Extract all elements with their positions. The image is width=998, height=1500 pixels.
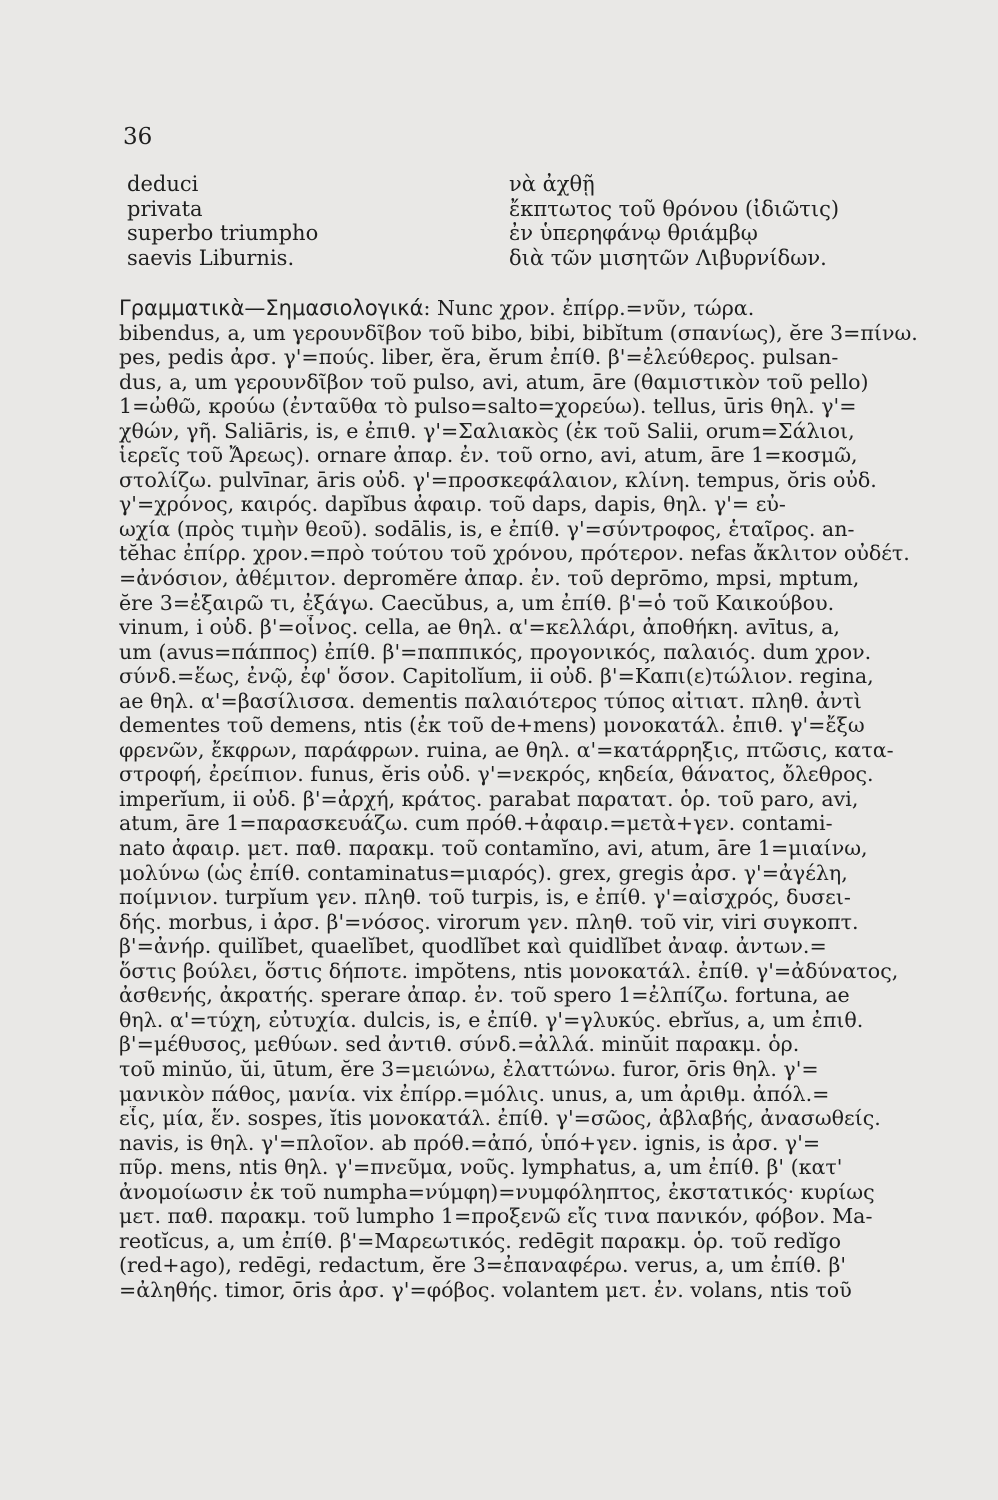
notes-line: =ἀνόσιον, ἀθέμιτον. depromĕre ἀπαρ. ἐν. τοῦ deprōmo, mpsi, mptum, bbox=[119, 566, 860, 591]
notes-first-line bbox=[119, 296, 969, 321]
notes-line: pes, pedis ἀρσ. γ'=πούς. liber, ĕra, ĕrum ἐπίθ. β'=ἐλεύθερος. pulsan- bbox=[119, 345, 839, 370]
notes-line: στολίζω. pulvīnar, āris οὐδ. γ'=προσκεφάλαιον, κλίνη. tempus, ŏris οὐδ. bbox=[119, 467, 877, 492]
notes-line: ĕre 3=ἐξαιρῶ τι, ἐξάγω. Caecŭbus, a, um ἐπίθ. β'=ὁ τοῦ Καικούβου. bbox=[119, 590, 835, 615]
notes-line: dementes τοῦ demens, ntis (ἐκ τοῦ de+mens) μονοκατάλ. ἐπιθ. γ'=ἔξω bbox=[119, 713, 865, 738]
page-number: 36 bbox=[123, 124, 153, 150]
notes-line: ποίμνιον. turpĭum γεν. πληθ. τοῦ turpis, is, e ἐπίθ. γ'=αἰσχρός, δυσει- bbox=[119, 885, 851, 910]
notes-line: um (avus=πάππος) ἐπίθ. β'=παππικός, προγονικός, παλαιός. dum χρον. bbox=[119, 639, 872, 664]
notes-first-line-text: : Nunc χρον. ἐπίρρ.=νῦν, τώρα. bbox=[423, 296, 755, 320]
notes-line: bibendus, a, um γερουνδῖβον τοῦ bibo, bibi, bibĭtum (σπανίως), ĕre 3=πίνω. bbox=[119, 320, 918, 345]
notes-line: navis, is θηλ. γ'=πλοῖον. ab πρόθ.=ἀπό, ὑπό+γεν. ignis, is ἀρσ. γ'= bbox=[119, 1130, 821, 1155]
notes-line: β'=ἀνήρ. quilĭbet, quaelĭbet, quodlĭbet καὶ quidlĭbet ἀναφ. ἀντων.= bbox=[119, 934, 827, 959]
notes-line: γ'=χρόνος, καιρός. dapĭbus ἀφαιρ. τοῦ daps, dapis, θηλ. γ'= εὐ- bbox=[119, 492, 786, 517]
notes-line: ἀσθενής, ἀκρατής. sperare ἀπαρ. ἐν. τοῦ spero 1=ἐλπίζω. fortuna, ae bbox=[119, 983, 850, 1008]
greek-translation bbox=[509, 172, 839, 270]
notes-line: ὅστις βούλει, ὅστις δήποτε. impŏtens, ntis μονοκατάλ. ἐπίθ. γ'=ἀδύνατος, bbox=[119, 958, 899, 983]
notes-line: =ἀληθής. timor, ōris ἀρσ. γ'=φόβος. volantem μετ. ἐν. volans, ntis τοῦ bbox=[119, 1277, 852, 1302]
notes-line: τοῦ minŭo, ŭi, ūtum, ĕre 3=μειώνω, ἐλαττώνω. furor, ōris θηλ. γ'= bbox=[119, 1056, 819, 1081]
notes-line: β'=μέθυσος, μεθύων. sed ἀντιθ. σύνδ.=ἀλλά. minŭit παρακμ. ὁρ. bbox=[119, 1032, 800, 1057]
notes-line: ae θηλ. α'=βασίλισσα. dementis παλαιότερος τύπος αἰτιατ. πληθ. ἀντὶ bbox=[119, 688, 862, 713]
latin-line: superbo triumpho bbox=[127, 221, 319, 245]
notes-line: φρενῶν, ἔκφρων, παράφρων. ruina, ae θηλ. α'=κατάρρηξις, πτῶσις, κατα- bbox=[119, 737, 894, 762]
grammar-notes bbox=[119, 296, 969, 1302]
notes-line: vinum, i οὐδ. β'=οἶνος. cella, ae θηλ. α'=κελλάρι, ἀποθήκη. avītus, a, bbox=[119, 615, 840, 640]
notes-line: ἀνομοίωσιν ἐκ τοῦ numpha=νύμφη)=νυμφόληπτος, ἐκστατικός· κυρίως bbox=[119, 1179, 875, 1204]
notes-line: χθών, γῆ. Saliāris, is, e ἐπιθ. γ'=Σαλιακὸς (ἐκ τοῦ Salii, orum=Σάλιοι, bbox=[119, 418, 855, 443]
latin-line: saevis Liburnis. bbox=[127, 245, 295, 270]
greek-line: διὰ τῶν μισητῶν Λιβυρνίδων. bbox=[509, 245, 827, 270]
section-heading: Γραμματικὰ—Σημασιολογικά bbox=[119, 296, 424, 320]
notes-line: ωχία (πρὸς τιμὴν θεοῦ). sodālis, is, e ἐπίθ. γ'=σύντροφος, ἑταῖρος. an- bbox=[119, 516, 855, 541]
greek-line: ἔκπτωτος τοῦ θρόνου (ἰδιῶτις) bbox=[509, 196, 840, 221]
notes-line: μετ. παθ. παρακμ. τοῦ lumpho 1=προξενῶ εἴς τινα πανικόν, φόβον. Ma- bbox=[119, 1204, 873, 1229]
notes-line: δής. morbus, i ἀρσ. β'=νόσος. virorum γεν. πληθ. τοῦ vir, viri συγκοπτ. bbox=[119, 909, 859, 934]
latin-verses bbox=[127, 172, 318, 270]
notes-line: nato ἀφαιρ. μετ. παθ. παρακμ. τοῦ contamĭno, avi, atum, āre 1=μιαίνω, bbox=[119, 836, 868, 861]
notes-line: μανικὸν πάθος, μανία. vix ἐπίρρ.=μόλις. unus, a, um ἀριθμ. ἀπόλ.= bbox=[119, 1081, 830, 1106]
notes-line: atum, āre 1=παρασκευάζω. cum πρόθ.+ἀφαιρ.=μετὰ+γεν. contami- bbox=[119, 811, 833, 836]
notes-line: reotĭcus, a, um ἐπίθ. β'=Μαρεωτικός. redēgit παρακμ. ὁρ. τοῦ redĭgo bbox=[119, 1228, 841, 1253]
notes-line: 1=ὠθῶ, κρούω (ἐνταῦθα τὸ pulso=salto=χορεύω). tellus, ūris θηλ. γ'= bbox=[119, 394, 857, 419]
notes-line: tĕhac ἐπίρρ. χρον.=πρὸ τούτου τοῦ χρόνου, πρότερον. nefas ἄκλιτον οὐδέτ. bbox=[119, 541, 910, 566]
greek-line: νὰ ἀχθῇ bbox=[509, 172, 595, 196]
latin-line: privata bbox=[127, 196, 203, 221]
notes-line: εἷς, μία, ἕν. sospes, ĭtis μονοκατάλ. ἐπίθ. γ'=σῶος, ἀβλαβής, ἀνασωθείς. bbox=[119, 1106, 881, 1131]
greek-line: ἐν ὑπερηφάνῳ θριάμβῳ bbox=[509, 221, 758, 245]
notes-line: μολύνω (ὡς ἐπίθ. contaminatus=μιαρός). grex, gregis ἀρσ. γ'=ἀγέλη, bbox=[119, 860, 848, 885]
notes-line: σύνδ.=ἕως, ἐνῷ, ἐφ' ὅσον. Capitolĭum, ii οὐδ. β'=Καπι(ε)τώλιον. regina, bbox=[119, 664, 874, 689]
notes-line: dus, a, um γερουνδῖβον τοῦ pulso, avi, atum, āre (θαμιστικὸν τοῦ pello) bbox=[119, 369, 869, 394]
notes-line: (red+ago), redēgi, redactum, ĕre 3=ἐπαναφέρω. verus, a, um ἐπίθ. β' bbox=[119, 1253, 847, 1278]
notes-line: imperĭum, ii οὐδ. β'=ἀρχή, κράτος. parabat παρατατ. ὁρ. τοῦ paro, avi, bbox=[119, 786, 859, 811]
notes-line: θηλ. α'=τύχη, εὐτυχία. dulcis, is, e ἐπίθ. γ'=γλυκύς. ebrĭus, a, um ἐπιθ. bbox=[119, 1007, 864, 1032]
notes-line: στροφή, ἐρείπιον. funus, ĕris οὐδ. γ'=νεκρός, κηδεία, θάνατος, ὄλεθρος. bbox=[119, 762, 874, 787]
latin-line: deduci bbox=[127, 172, 199, 196]
notes-line: ἱερεῖς τοῦ Ἄρεως). ornare ἀπαρ. ἐν. τοῦ orno, avi, atum, āre 1=κοσμῶ, bbox=[119, 443, 858, 468]
notes-line: πῦρ. mens, ntis θηλ. γ'=πνεῦμα, νοῦς. lymphatus, a, um ἐπίθ. β' (κατ' bbox=[119, 1155, 843, 1180]
